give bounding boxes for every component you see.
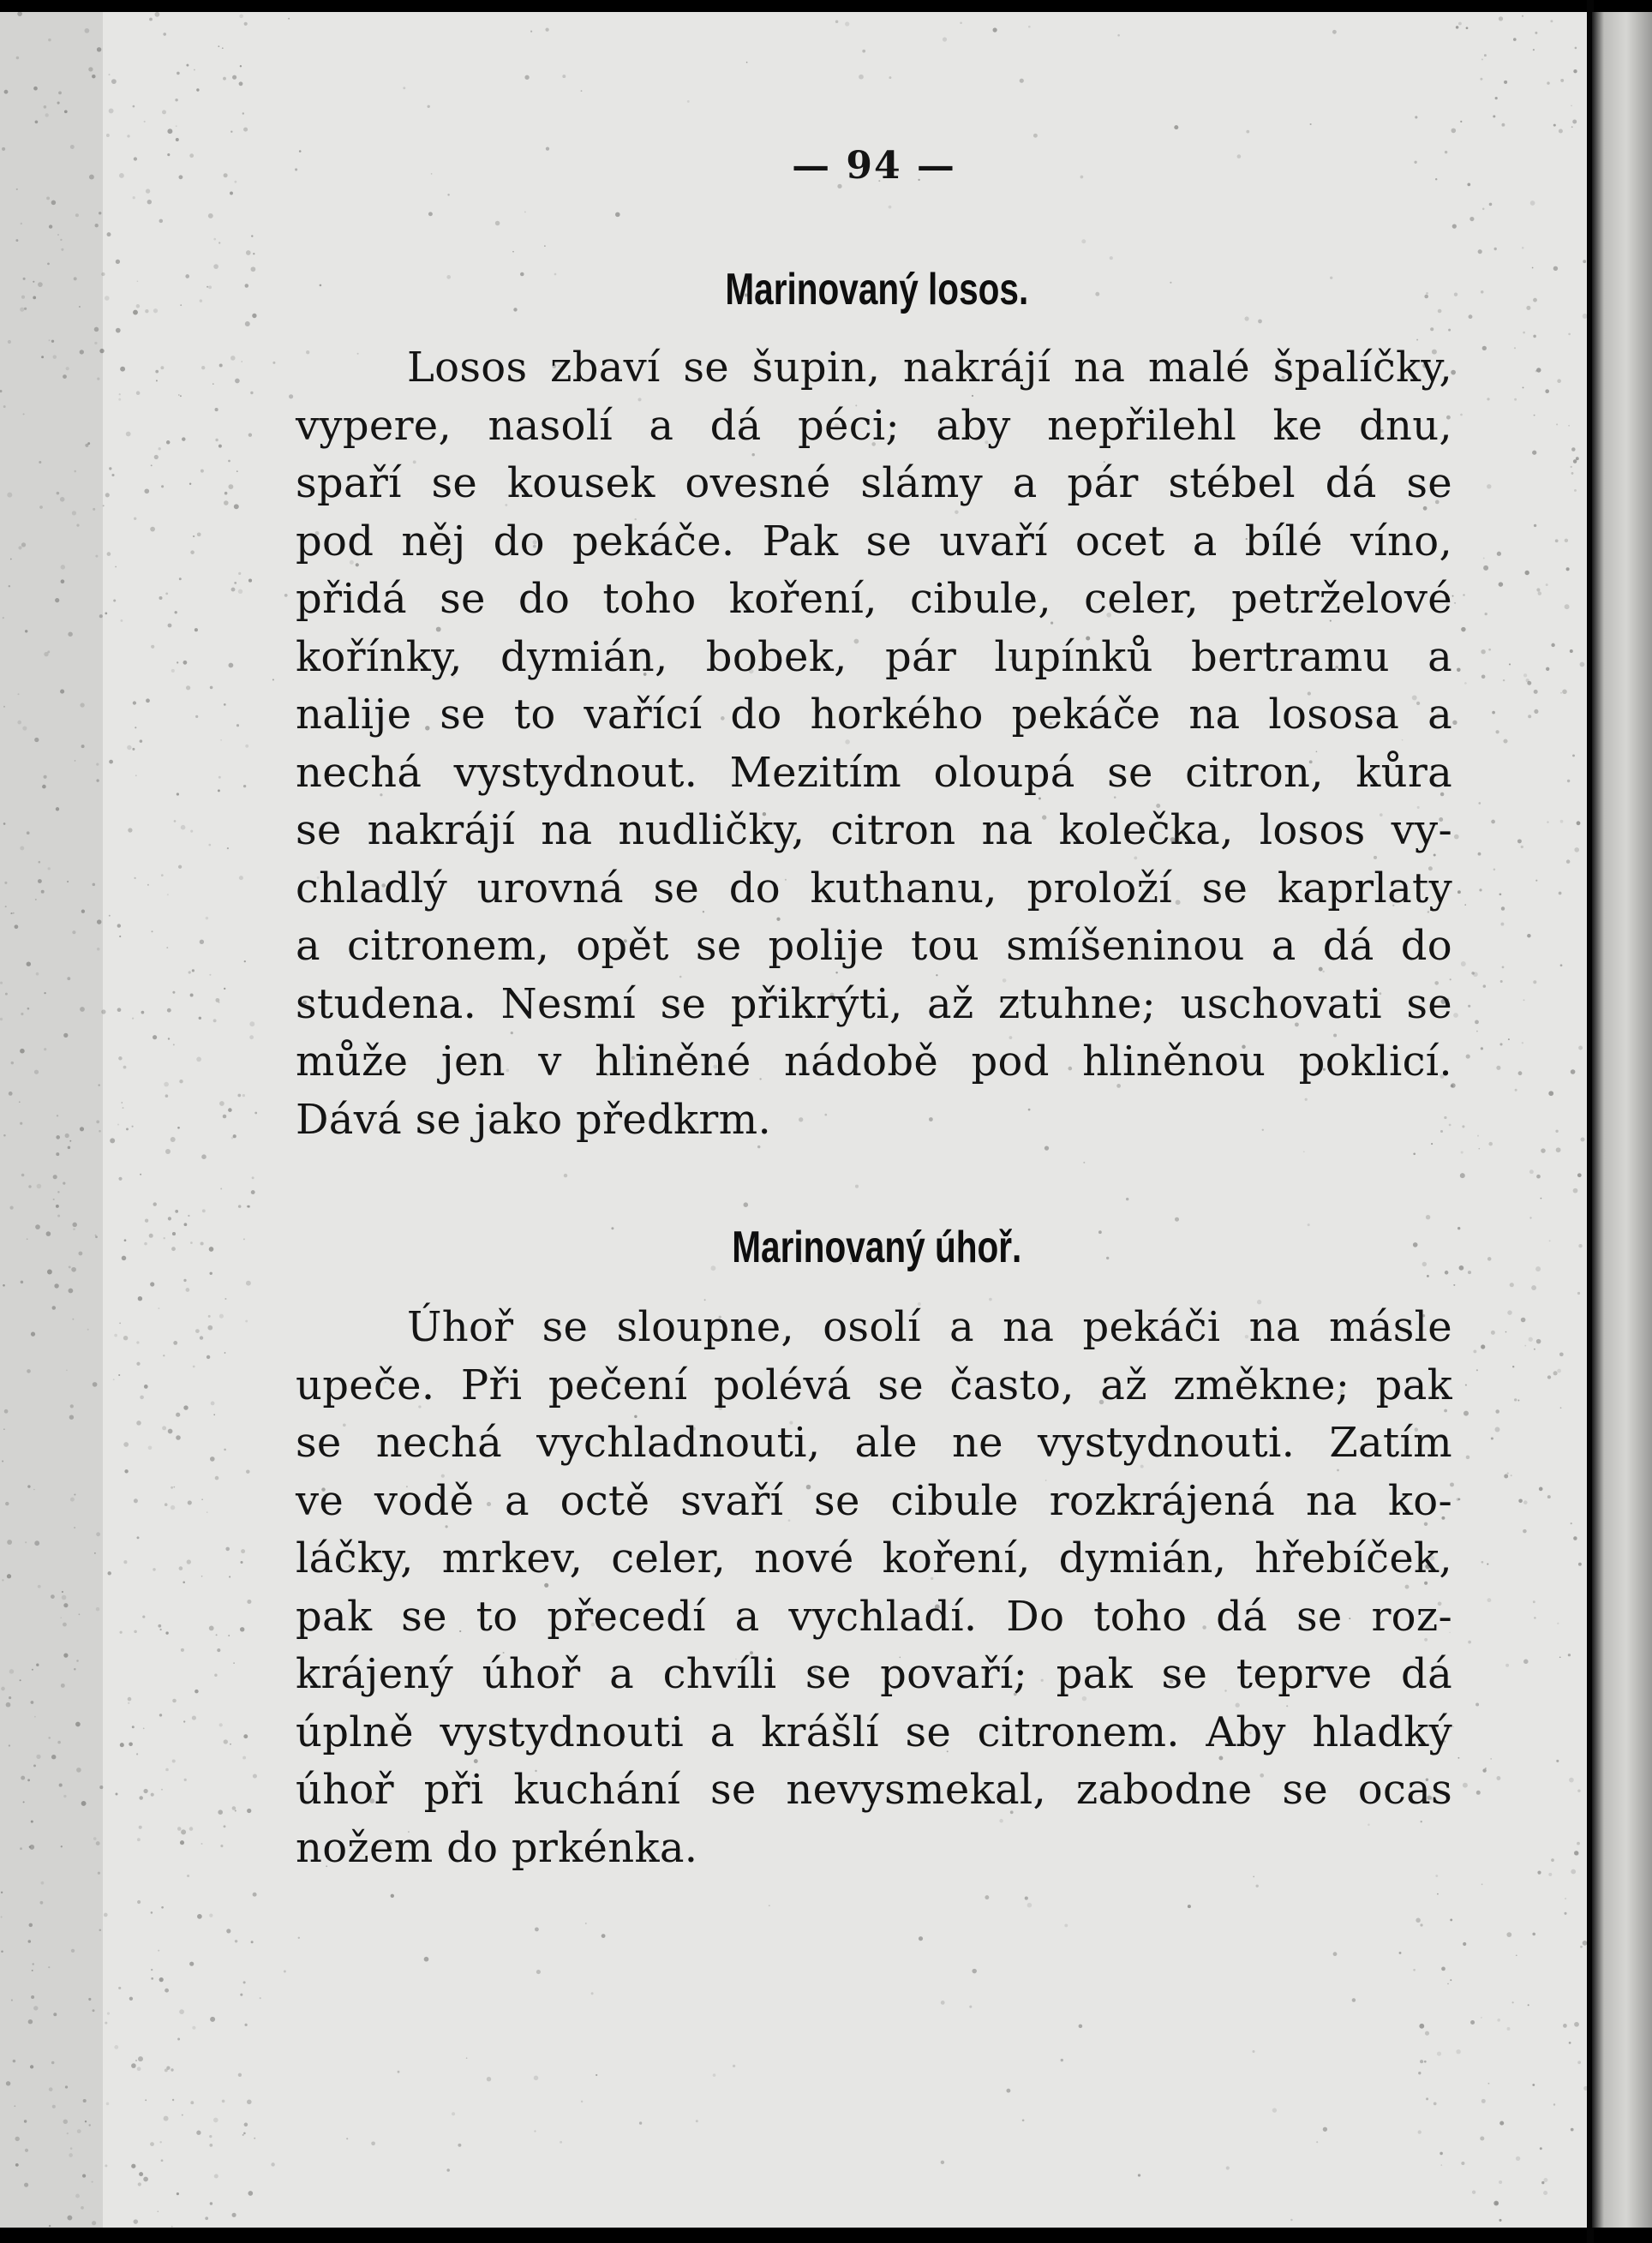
text-line: úplně vystydnouti a krášlí se citronem. Aby hladký: [296, 1708, 1452, 1756]
text-line: krájený úhoř a chvíli se povaří; pak se teprve dá: [296, 1650, 1452, 1698]
text-line: nechá vystydnout. Mezitím oloupá se citron, kůra: [296, 748, 1452, 797]
section-heading-eel: Marinovaný úhoř.: [732, 1223, 1022, 1272]
text-line: nožem do prkénka.: [296, 1823, 698, 1872]
text-line: chladlý urovná se do kuthanu, proloží se kaprlaty: [296, 864, 1452, 912]
text-line: Úhoř se sloupne, osolí a na pekáči na másle: [407, 1303, 1452, 1351]
text-line: přidá se do toho koření, cibule, celer, petrželové: [296, 575, 1452, 623]
section-heading-salmon: Marinovaný losos.: [725, 265, 1029, 314]
text-line: se nakrájí na nudličky, citron na kolečka, losos vy-: [296, 806, 1452, 854]
text-line: může jen v hliněné nádobě pod hliněnou poklicí.: [296, 1038, 1452, 1086]
text-line: pak se to přecedí a vychladí. Do toho dá se roz-: [296, 1592, 1452, 1641]
text-line: a citronem, opět se polije tou smíšeninou a dá do: [296, 922, 1452, 970]
text-line: Dává se jako předkrm.: [296, 1095, 772, 1144]
text-line: Losos zbaví se šupin, nakrájí na malé špalíčky,: [407, 344, 1452, 392]
book-edge: [1592, 12, 1652, 2228]
text-line: úhoř při kuchání se nevysmekal, zabodne se ocas: [296, 1766, 1452, 1814]
recipe-paragraph-eel: [296, 1299, 1452, 1877]
text-line: ve vodě a octě svaří se cibule rozkrájená na ko-: [296, 1476, 1452, 1525]
text-line: studena. Nesmí se přikrýti, až ztuhne; uschovati se: [296, 979, 1452, 1028]
text-line: pod něj do pekáče. Pak se uvaří ocet a bílé víno,: [296, 517, 1452, 565]
text-line: se nechá vychladnouti, ale ne vystydnouti. Zatím: [296, 1419, 1452, 1467]
text-line: nalije se to vařící do horkého pekáče na lososa a: [296, 691, 1452, 739]
text-line: vypere, nasolí a dá péci; aby nepřilehl ke dnu,: [296, 401, 1452, 450]
text-line: láčky, mrkev, celer, nové koření, dymián, hřebíček,: [296, 1534, 1452, 1582]
text-line: kořínky, dymián, bobek, pár lupínků bertramu a: [296, 632, 1452, 681]
recipe-paragraph-salmon: [296, 339, 1452, 1149]
text-line: spaří se kousek ovesné slámy a pár stébel dá se: [296, 459, 1452, 507]
page-number: — 94 —: [792, 144, 956, 188]
text-line: upeče. Při pečení polévá se často, až změkne; pak: [296, 1361, 1452, 1409]
